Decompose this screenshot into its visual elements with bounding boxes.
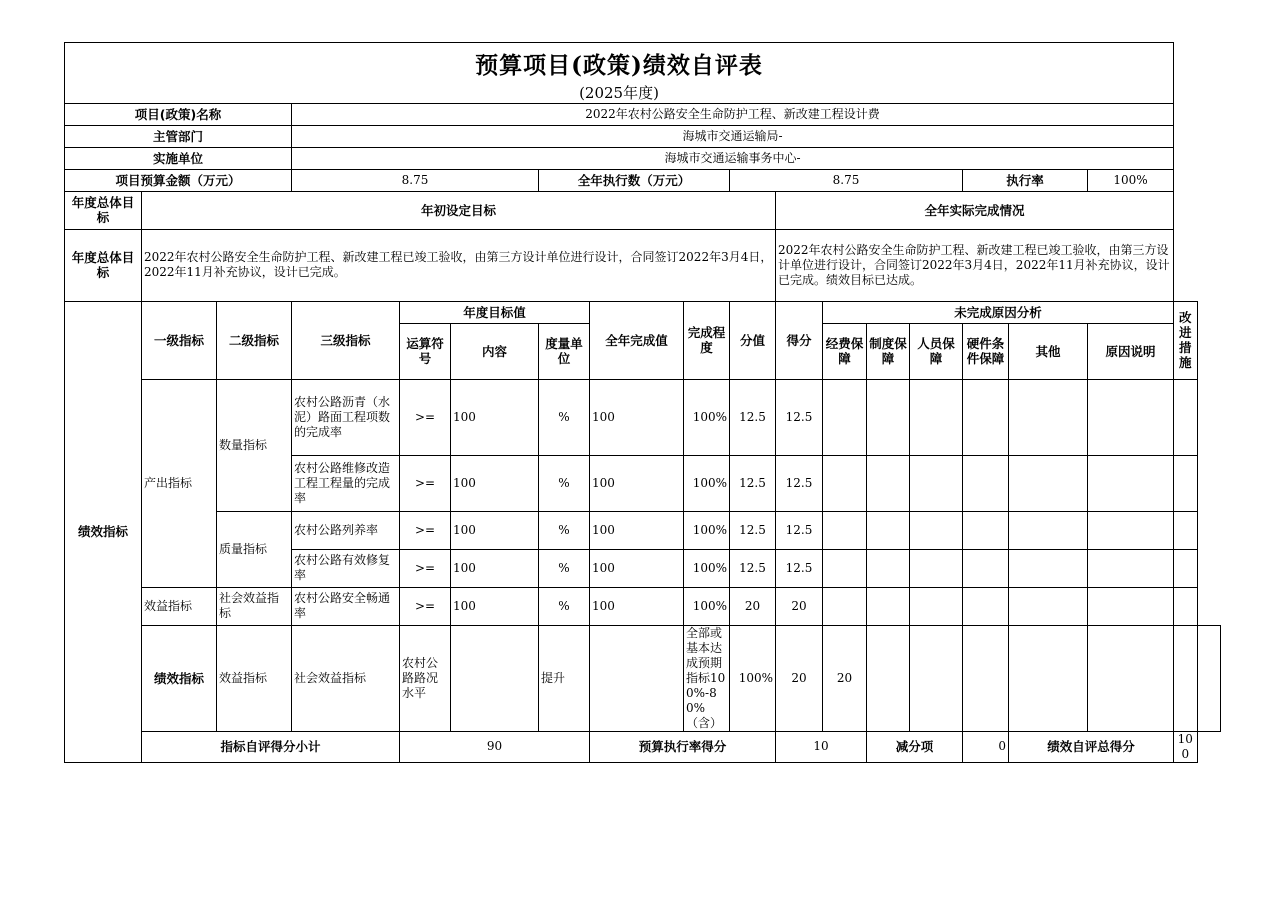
table-title [65, 43, 1174, 83]
indicator-unit: % [539, 587, 590, 625]
header-level3: 三级指标 [292, 301, 400, 379]
dept-label: 主管部门 [65, 125, 292, 147]
budget-value: 8.75 [292, 169, 539, 191]
group-quantity: 数量指标 [217, 379, 292, 511]
indicator-degree: 100% [684, 379, 730, 455]
indicator-actual: 100 [590, 549, 684, 587]
subtotal-value: 90 [400, 731, 590, 762]
executed-value: 8.75 [730, 169, 963, 191]
unit-label: 实施单位 [65, 147, 292, 169]
header-actual: 全年完成值 [590, 301, 684, 379]
indicator-op: >= [400, 549, 451, 587]
page-title: 预算项目(政策)绩效自评表 [475, 51, 763, 79]
unit-value: 海城市交通运输事务中心- [292, 147, 1174, 169]
indicator-actual: 100 [590, 587, 684, 625]
indicator-degree: 100% [684, 455, 730, 511]
indicator-name: 农村公路沥青（水泥）路面工程项数的完成率 [292, 379, 400, 455]
header-content: 内容 [451, 323, 539, 379]
indicator-score: 12.5 [776, 455, 823, 511]
header-unit: 度量单位 [539, 323, 590, 379]
indicator-op: >= [400, 379, 451, 455]
indicator-content: 提升 [539, 625, 590, 731]
deduct-label: 减分项 [867, 731, 963, 762]
header-reason-desc: 原因说明 [1088, 323, 1174, 379]
actual-goal-text: 2022年农村公路安全生命防护工程、新改建工程已竣工验收，由第三方设计单位进行设计，合同签订2022年3月4日，2022年11月补充协议，设计已完成。绩效目标已达成。 [776, 229, 1174, 301]
indicator-op: >= [400, 455, 451, 511]
header-reason-group: 未完成原因分析 [823, 301, 1174, 323]
group-social: 社会效益指标 [217, 587, 292, 625]
indicator-content: 100 [451, 587, 539, 625]
summary-row [65, 731, 1221, 762]
table-row [65, 379, 1221, 455]
dept-value: 海城市交通运输局- [292, 125, 1174, 147]
indicator-degree: 100% [730, 625, 776, 731]
indicator-name: 农村公路维修改造工程工程量的完成率 [292, 455, 400, 511]
budget-score-label: 预算执行率得分 [590, 731, 776, 762]
header-score: 得分 [776, 301, 823, 379]
header-improve: 改进措施 [1174, 301, 1197, 379]
indicator-score: 20 [823, 625, 867, 731]
header-reason-hardware: 硬件条件保障 [963, 323, 1009, 379]
indicator-value: 12.5 [730, 549, 776, 587]
total-value: 100 [1174, 731, 1197, 762]
self-evaluation-sheet [64, 42, 1221, 763]
planned-goal-header: 年初设定目标 [142, 191, 776, 229]
header-reason-staff: 人员保障 [910, 323, 963, 379]
table-row [65, 625, 1221, 731]
year-cell [65, 83, 1174, 104]
indicator-unit [590, 625, 684, 731]
rate-value: 100% [1088, 169, 1174, 191]
group-social: 社会效益指标 [292, 625, 400, 731]
header-degree: 完成程度 [684, 301, 730, 379]
indicator-value: 12.5 [730, 455, 776, 511]
indicator-content: 100 [451, 379, 539, 455]
group-quality: 质量指标 [217, 511, 292, 587]
indicator-actual: 100 [590, 379, 684, 455]
header-level1: 一级指标 [142, 301, 217, 379]
project-name-value: 2022年农村公路安全生命防护工程、新改建工程设计费 [292, 103, 1174, 125]
indicator-score: 12.5 [776, 511, 823, 549]
indicator-unit: % [539, 549, 590, 587]
indicator-degree: 100% [684, 587, 730, 625]
executed-label: 全年执行数（万元） [539, 169, 730, 191]
indicator-actual: 100 [590, 511, 684, 549]
evaluation-table [64, 42, 1221, 763]
indicator-content: 100 [451, 549, 539, 587]
goal-row-label: 年度总体目标 [65, 229, 142, 301]
header-level2: 二级指标 [217, 301, 292, 379]
indicator-name: 农村公路安全畅通率 [292, 587, 400, 625]
indicator-unit: % [539, 455, 590, 511]
header-reason-system: 制度保障 [867, 323, 910, 379]
indicator-content: 100 [451, 511, 539, 549]
indicator-name: 农村公路有效修复率 [292, 549, 400, 587]
group-benefit: 效益指标 [142, 587, 217, 625]
project-name-label: 项目(政策)名称 [65, 103, 292, 125]
header-score-value: 分值 [730, 301, 776, 379]
indicator-degree: 100% [684, 511, 730, 549]
perf-indicator-label-2: 绩效指标 [142, 625, 217, 731]
indicator-op: >= [400, 511, 451, 549]
rate-label: 执行率 [963, 169, 1088, 191]
perf-indicator-label: 绩效指标 [65, 301, 142, 762]
indicator-value: 20 [776, 625, 823, 731]
header-reason-fund: 经费保障 [823, 323, 867, 379]
indicator-op [451, 625, 539, 731]
budget-score-value: 10 [776, 731, 867, 762]
indicator-unit: % [539, 379, 590, 455]
goal-header-label: 年度总体目标 [65, 191, 142, 229]
header-op: 运算符号 [400, 323, 451, 379]
indicator-name: 农村公路列养率 [292, 511, 400, 549]
group-output: 产出指标 [142, 379, 217, 587]
indicator-score: 20 [776, 587, 823, 625]
indicator-unit: % [539, 511, 590, 549]
indicator-degree: 100% [684, 549, 730, 587]
subtotal-label: 指标自评得分小计 [142, 731, 400, 762]
deduct-value: 0 [963, 731, 1009, 762]
indicator-score: 12.5 [776, 379, 823, 455]
budget-label: 项目预算金额（万元） [65, 169, 292, 191]
header-target-group: 年度目标值 [400, 301, 590, 323]
indicator-value: 12.5 [730, 511, 776, 549]
planned-goal-text: 2022年农村公路安全生命防护工程、新改建工程已竣工验收，由第三方设计单位进行设计，合同签订2022年3月4日，2022年11月补充协议，设计已完成。 [142, 229, 776, 301]
actual-goal-header: 全年实际完成情况 [776, 191, 1174, 229]
table-row [65, 511, 1221, 549]
indicator-actual: 100 [590, 455, 684, 511]
indicator-score: 12.5 [776, 549, 823, 587]
total-label: 绩效自评总得分 [1009, 731, 1174, 762]
year-label: (2025年度) [579, 83, 659, 102]
indicator-content: 100 [451, 455, 539, 511]
indicator-name: 农村公路路况水平 [400, 625, 451, 731]
group-benefit: 效益指标 [217, 625, 292, 731]
table-row [65, 587, 1221, 625]
header-reason-other: 其他 [1009, 323, 1088, 379]
indicator-value: 12.5 [730, 379, 776, 455]
indicator-value: 20 [730, 587, 776, 625]
indicator-actual: 全部或基本达成预期指标100%-80%（含） [684, 625, 730, 731]
indicator-op: >= [400, 587, 451, 625]
